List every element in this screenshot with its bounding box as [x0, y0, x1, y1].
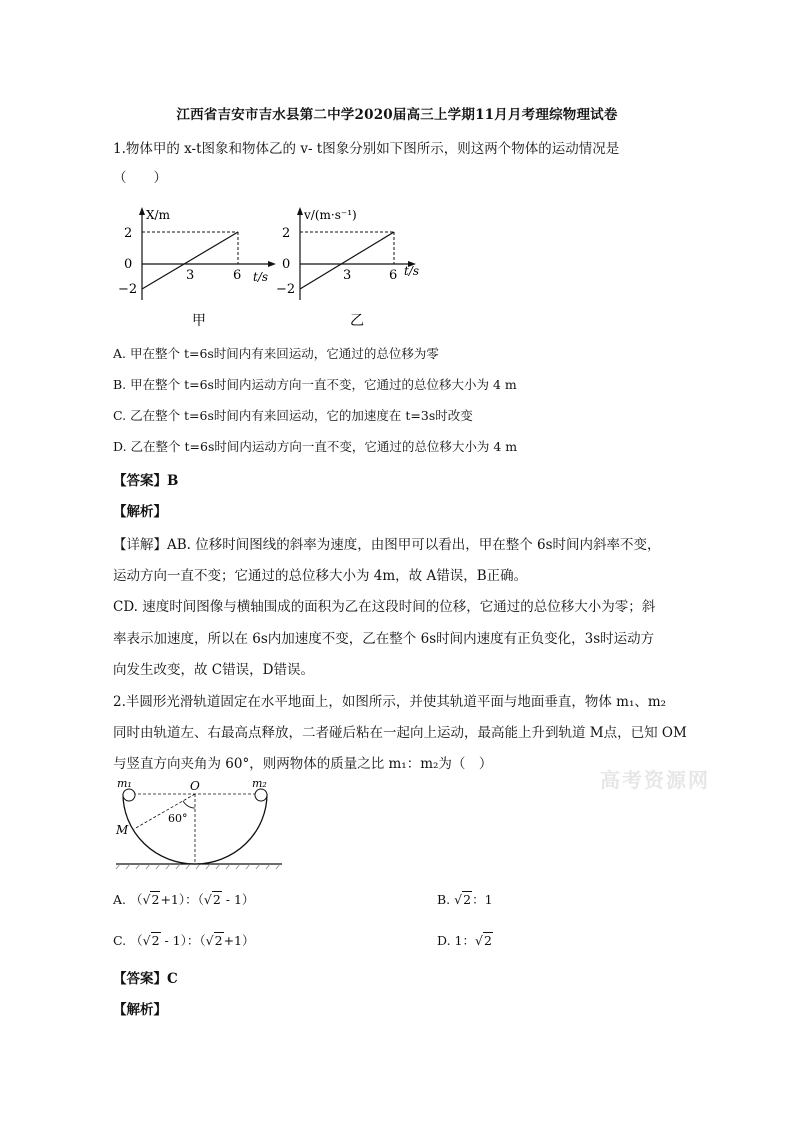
q1-detail-line2: 运动方向一直不变；它通过的总位移大小为 4m，故 A错误，B正确。 — [113, 568, 528, 584]
q2-analysis-heading: 【解析】 — [113, 1002, 167, 1018]
chart-jia — [118, 203, 280, 333]
label-angle: 60° — [168, 812, 188, 825]
jia-caption: 甲 — [192, 313, 206, 329]
ball-m2 — [255, 789, 267, 801]
yi-tick-x-end: 6 — [389, 268, 398, 283]
radicand: 2 — [151, 892, 160, 907]
q2-option-d — [437, 931, 493, 949]
q1-detail-line4: 率表示加速度，所以在 6s内加速度不变，乙在整个 6s时间内速度有正负变化，3s时运动方 — [113, 631, 655, 647]
sqrt-symbol: √2 — [475, 933, 492, 948]
q1-stem-line1: 1.物体甲的 x-t图象和物体乙的 v- t图象分别如下图所示，则这两个物体的运动情况是 — [113, 141, 620, 157]
q2-option-a-text: - 1） — [221, 892, 255, 907]
q2-option-d-label: D. — [437, 933, 451, 948]
q2-option-a — [113, 890, 254, 908]
q2-option-b — [437, 890, 493, 908]
q1-detail-line1: 【详解】AB. 位移时间图线的斜率为速度，由图甲可以看出，甲在整个 6s时间内斜率不变， — [113, 537, 661, 553]
q2-option-a-text: +1）：（ — [160, 892, 204, 907]
label-m1: m₁ — [117, 777, 132, 790]
q2-option-b-label: B. — [437, 892, 451, 907]
chart-yi — [276, 203, 438, 333]
q2-option-c-text: +1） — [223, 933, 255, 948]
q2-stem-line2: 同时由轨道左、右最高点释放，二者碰后粘在一起向上运动，最高能上升到轨道 M点，已知 OM — [113, 725, 687, 741]
q1-option-c: C. 乙在整个 t=6s时间内有来回运动，它的加速度在 t=3s时改变 — [113, 408, 473, 423]
ground-hatch — [116, 864, 280, 869]
q2-option-b-text: ：1 — [472, 892, 493, 907]
ball-m1 — [123, 789, 135, 801]
jia-xlabel: t/s — [253, 270, 269, 284]
jia-tick-y-top: 2 — [124, 226, 133, 241]
q1-option-d: D. 乙在整个 t=6s时间内运动方向一直不变，它通过的总位移大小为 4 m — [113, 439, 518, 454]
q1-detail-line5: 向发生改变，故 C错误，D错误。 — [113, 662, 314, 678]
angle-arc — [183, 801, 195, 808]
jia-tick-y-zero: 0 — [124, 257, 133, 272]
yi-tick-y-top: 2 — [282, 226, 291, 241]
radicand: 2 — [151, 933, 160, 948]
q2-answer: 【答案】C — [113, 971, 178, 987]
jia-tick-x-mid: 3 — [186, 268, 195, 283]
paper-title: 江西省吉安市吉水县第二中学2020届高三上学期11月月考理综物理试卷 — [176, 107, 618, 123]
q2-stem-line3: 与竖直方向夹角为 60°，则两物体的质量之比 m₁：m₂为（ ） — [113, 756, 493, 772]
q2-option-a-label: A. — [113, 892, 127, 907]
q2-option-c — [113, 931, 255, 949]
sqrt-symbol: √2 — [454, 892, 472, 907]
yi-caption: 乙 — [350, 313, 364, 329]
yi-tick-y-zero: 0 — [282, 257, 291, 272]
radicand: 2 — [214, 933, 223, 948]
yi-tick-x-mid: 3 — [343, 268, 352, 283]
label-o: O — [190, 779, 200, 793]
jia-tick-y-bottom: −2 — [118, 282, 138, 297]
jia-ylabel: X/m — [146, 208, 170, 222]
yi-tick-y-bottom: −2 — [276, 282, 296, 297]
q2-semicircle-figure — [114, 778, 284, 870]
q1-detail-line3: CD. 速度时间图像与横轴围成的面积为乙在这段时间的位移，它通过的总位移大小为零；斜 — [113, 599, 656, 615]
yi-xlabel: t/s — [404, 264, 420, 278]
q2-stem-line1: 2.半圆形光滑轨道固定在水平地面上，如图所示，并使其轨道平面与地面垂直，物体 m₁、m₂ — [113, 694, 667, 710]
q2-option-a-text: （ — [130, 892, 143, 907]
sqrt-symbol: √2 — [142, 892, 160, 907]
q1-analysis-heading: 【解析】 — [113, 504, 167, 520]
q2-option-d-text: 1： — [454, 933, 475, 948]
jia-x-arrow — [268, 261, 276, 267]
sqrt-symbol: √2 — [205, 933, 223, 948]
q1-option-a: A. 甲在整个 t=6s时间内有来回运动，它通过的总位移为零 — [113, 346, 439, 361]
q2-option-c-text: （ — [130, 933, 143, 948]
q2-option-c-label: C. — [113, 933, 127, 948]
radicand: 2 — [483, 933, 492, 948]
radicand: 2 — [463, 892, 472, 907]
q1-option-b: B. 甲在整个 t=6s时间内运动方向一直不变，它通过的总位移大小为 4 m — [113, 377, 517, 392]
watermark: 高考资源网 — [600, 768, 710, 792]
jia-y-arrow — [139, 207, 145, 215]
sqrt-symbol: √2 — [142, 933, 160, 948]
yi-y-arrow — [297, 207, 303, 215]
q1-stem-line2: （ ） — [113, 170, 167, 186]
jia-tick-x-end: 6 — [233, 268, 242, 283]
q1-answer: 【答案】B — [113, 473, 179, 489]
q2-option-c-text: - 1）：（ — [160, 933, 206, 948]
radicand: 2 — [212, 892, 221, 907]
sqrt-symbol: √2 — [203, 892, 221, 907]
label-m2: m₂ — [252, 777, 267, 790]
label-m: M — [116, 823, 129, 837]
yi-ylabel: v/(m·s⁻¹) — [304, 208, 357, 222]
